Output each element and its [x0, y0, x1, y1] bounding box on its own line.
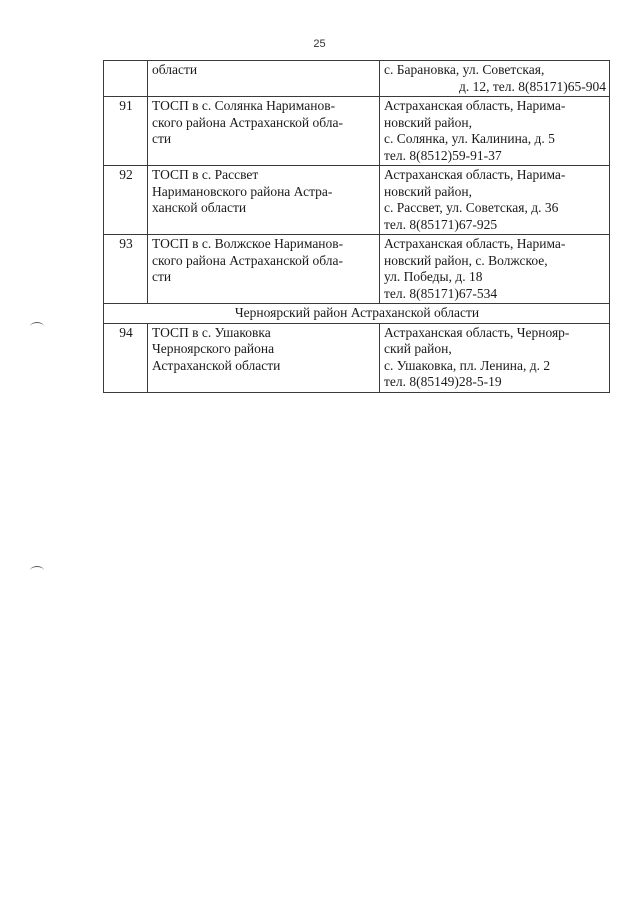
office-name-cell	[148, 323, 380, 392]
address-line: новский район, с. Волжское,	[384, 252, 548, 268]
address-line: новский район,	[384, 183, 472, 199]
address-line: с. Барановка, ул. Советская,	[384, 62, 545, 77]
office-name-line: ского района Астраханской обла-	[152, 114, 343, 130]
address-line: тел. 8(85149)28-5-19	[384, 374, 502, 389]
address-line: с. Ушаковка, пл. Ленина, д. 2	[384, 357, 551, 373]
office-name-line: Астраханской области	[152, 357, 281, 373]
row-number	[104, 61, 148, 97]
table-row	[104, 323, 610, 392]
table-row	[104, 166, 610, 235]
office-name-line: сти	[152, 269, 172, 284]
address-cell	[380, 166, 610, 235]
address-line: с. Рассвет, ул. Советская, д. 36	[384, 200, 559, 215]
page-number: 25	[313, 38, 326, 50]
office-name-line: Наримановского района Астра-	[152, 183, 333, 199]
address-line: Астраханская область, Нарима-	[384, 167, 566, 182]
office-name-line: ТОСП в с. Ушаковка	[152, 324, 271, 340]
section-title: Черноярский район Астраханской области	[104, 304, 610, 324]
address-line: Астраханская область, Нарима-	[384, 236, 566, 251]
registry-table-body	[104, 61, 610, 393]
address-cell	[380, 61, 610, 97]
registry-table	[103, 60, 610, 393]
office-name-line: ТОСП в с. Рассвет	[152, 167, 259, 182]
address-line: ул. Победы, д. 18	[384, 269, 483, 284]
office-name-cell	[148, 61, 380, 97]
margin-mark-bottom	[30, 566, 44, 575]
address-line: ский район,	[384, 341, 452, 356]
address-cell	[380, 323, 610, 392]
address-line: тел. 8(8512)59-91-37	[384, 147, 502, 163]
address-line: с. Солянка, ул. Калинина, д. 5	[384, 131, 555, 146]
row-number: 93	[104, 235, 148, 304]
office-name-line: ханской области	[152, 200, 247, 215]
address-line: д. 12, тел. 8(85171)65-904	[459, 78, 606, 94]
table-row	[104, 235, 610, 304]
address-line: Астраханская область, Нарима-	[384, 98, 566, 113]
address-line: новский район,	[384, 114, 472, 130]
office-name-line: ского района Астраханской обла-	[152, 252, 343, 268]
row-number: 94	[104, 323, 148, 392]
office-name-cell	[148, 97, 380, 166]
row-number: 92	[104, 166, 148, 235]
table-row	[104, 61, 610, 97]
address-line: тел. 8(85171)67-925	[384, 216, 498, 232]
address-cell	[380, 97, 610, 166]
office-name-line: сти	[152, 131, 172, 146]
office-name-line: Черноярского района	[152, 341, 275, 356]
office-name-line: ТОСП в с. Солянка Нариманов-	[152, 98, 336, 113]
address-line: тел. 8(85171)67-534	[384, 285, 498, 301]
office-name-cell	[148, 166, 380, 235]
office-name-cell	[148, 235, 380, 304]
margin-mark-top	[30, 322, 44, 331]
address-cell	[380, 235, 610, 304]
address-line: Астраханская область, Чернояр-	[384, 324, 570, 340]
table-row	[104, 97, 610, 166]
office-name-line: ТОСП в с. Волжское Нариманов-	[152, 236, 344, 251]
section-row	[104, 304, 610, 324]
office-name-line: области	[152, 62, 198, 77]
row-number: 91	[104, 97, 148, 166]
